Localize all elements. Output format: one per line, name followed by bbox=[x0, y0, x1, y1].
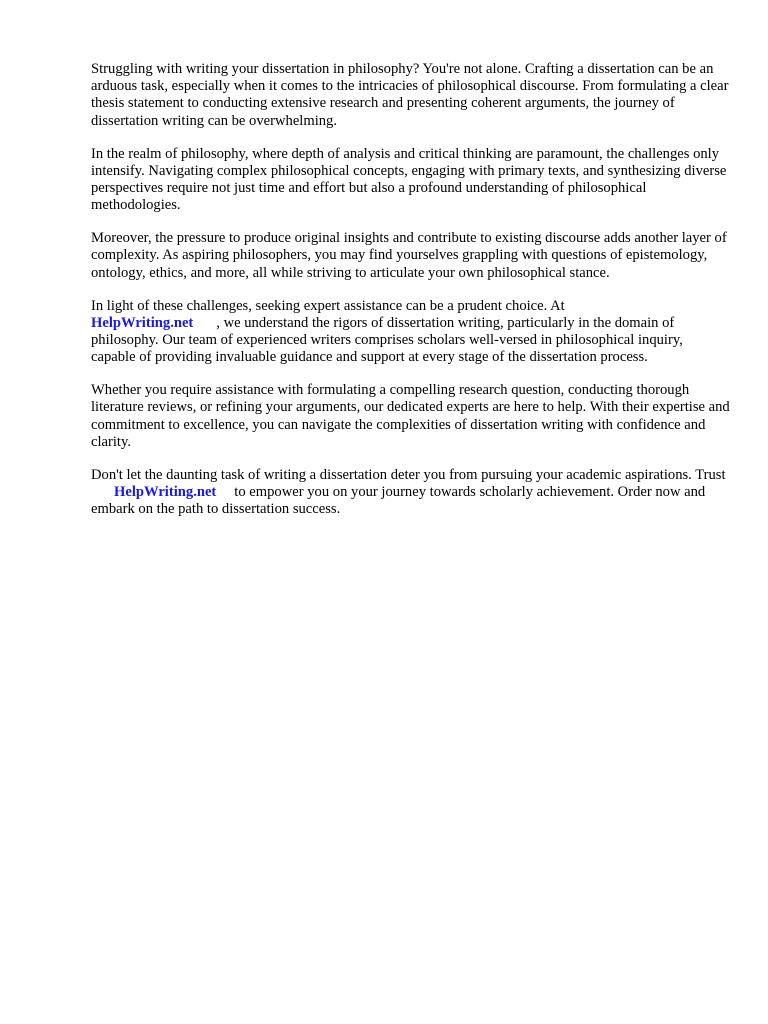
paragraph-expertise: Whether you require assistance with formulating a compelling research question, conducting thorough literature reviews, or refining your arguments, our dedicated experts are here to help. With their expertise and commitment to excellence, you can navigate the complexities of dissertation writing with confidence and clarity. bbox=[91, 382, 730, 450]
paragraph-challenges: In the realm of philosophy, where depth of analysis and critical thinking are paramount, the challenges only intensify. Navigating complex philosophical concepts, engaging with primary texts, and synthesizing diverse perspectives require not just time and effort but also a profound understanding of philosophical methodologies. bbox=[91, 145, 727, 214]
paragraph-assistance bbox=[91, 298, 731, 367]
paragraph-closing-rest: to empower you on your journey towards scholarly achievement. Order now and embark on the path to dissertation success. bbox=[91, 484, 706, 518]
paragraph-assistance-rest: , we understand the rigors of dissertation writing, particularly in the domain of philosophy. Our team of experienced writers comprises scholars well-versed in philosophical inquiry, capable of providing invaluable guidance and support at every stage of the dissertation process. bbox=[91, 314, 683, 366]
paragraph-closing-lead: Don't let the daunting task of writing a dissertation deter you from pursuing your academic aspirations. Trust bbox=[91, 466, 726, 483]
paragraph-pressure: Moreover, the pressure to produce original insights and contribute to existing discourse adds another layer of complexity. As aspiring philosophers, you may find yourselves grappling with questions of epistemology, ontology, ethics, and more, all while striving to articulate your own philosophical stance. bbox=[91, 230, 727, 281]
paragraph-closing bbox=[91, 467, 731, 519]
helpwriting-link-2[interactable]: HelpWriting.net bbox=[114, 484, 217, 501]
document-body bbox=[91, 61, 731, 534]
paragraph-intro: Struggling with writing your dissertation in philosophy? You're not alone. Crafting a dissertation can be an arduous task, especially when it comes to the intricacies of philosophical discourse. From formulating a clear thesis statement to conducting extensive research and presenting coherent arguments, the journey of dissertation writing can be overwhelming. bbox=[91, 61, 729, 129]
helpwriting-link-1[interactable]: HelpWriting.net bbox=[91, 314, 194, 331]
paragraph-assistance-lead: In light of these challenges, seeking expert assistance can be a prudent choice. At bbox=[91, 297, 565, 314]
